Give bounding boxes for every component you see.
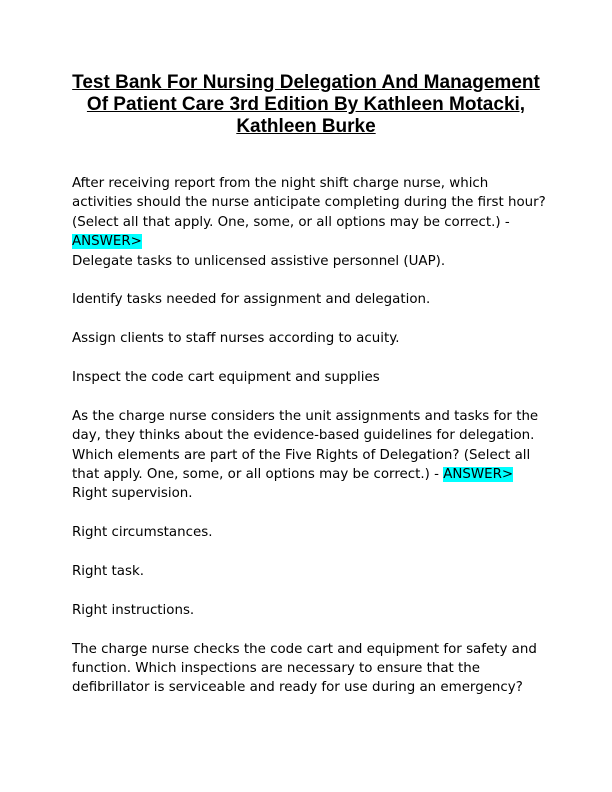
answer-marker-2: ANSWER> [443, 467, 514, 483]
question-2 [72, 407, 547, 504]
question-1 [72, 174, 547, 271]
answer-marker-1: ANSWER> [72, 234, 142, 250]
question-1-text: After receiving report from the night shift charge nurse, which activities should the nurse anticipate completing during the first hour? (Select all that apply. One, some, or all options may be correct.) - [72, 176, 546, 230]
question-2-text: As the charge nurse considers the unit assignments and tasks for the day, they thinks about the evidence-based guidelines for delegation. Which elements are part of the Five Rights of Delegation? (Select all that apply. One, some, or all options may be correct.) - [72, 408, 539, 483]
answer-2-option: Right circumstances. [72, 525, 213, 541]
answer-2-first: Right supervision. [72, 486, 193, 502]
answer-1-option: Assign clients to staff nurses according to acuity. [72, 331, 400, 347]
document-title: Test Bank For Nursing Delegation And Management Of Patient Care 3rd Edition By Kathleen Motacki, Kathleen Burke [72, 72, 540, 137]
answer-1-first: Delegate tasks to unlicensed assistive personnel (UAP). [72, 253, 446, 269]
answer-2-option: Right instructions. [72, 602, 195, 618]
answer-2-option: Right task. [72, 564, 144, 580]
document-body [72, 174, 547, 717]
answer-1-option: Identify tasks needed for assignment and delegation. [72, 292, 431, 308]
question-3: The charge nurse checks the code cart and equipment for safety and function. Which inspections are necessary to ensure that the defibrillator is serviceable and ready for use during an emergency? [72, 641, 537, 696]
answer-1-option: Inspect the code cart equipment and supplies [72, 370, 380, 386]
